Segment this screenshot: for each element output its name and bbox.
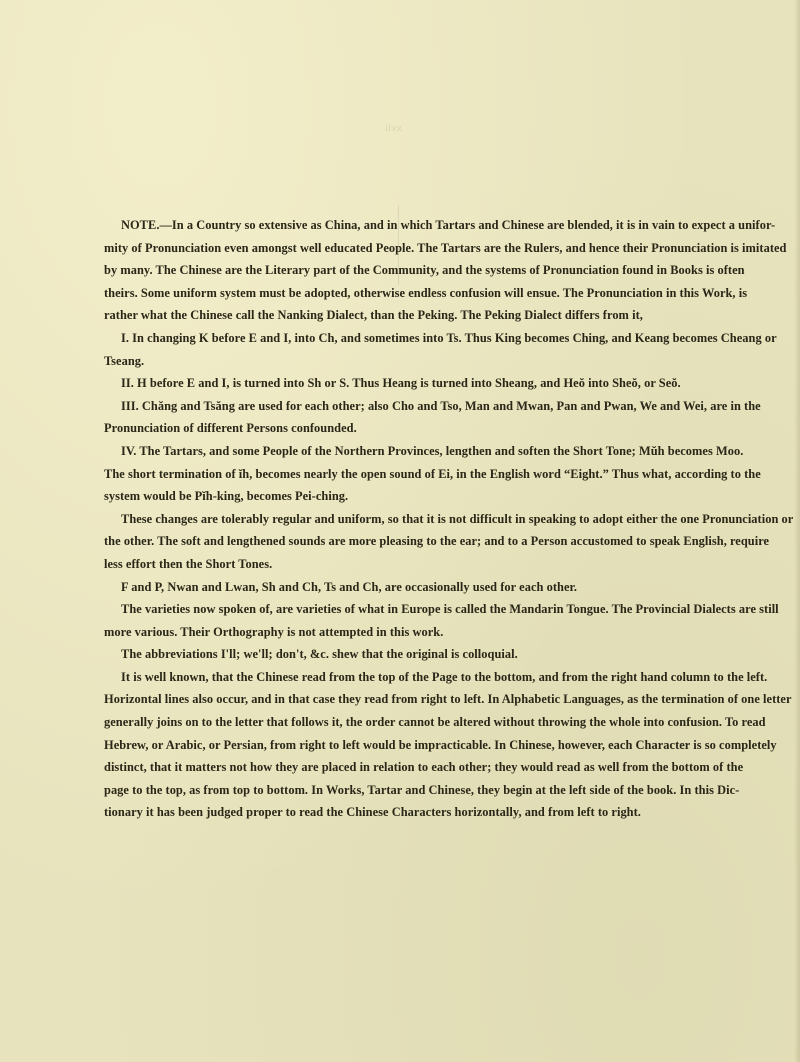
text-line: rather what the Chinese call the Nanking Dialect, than the Peking. The Peking Dialect differs from it,: [104, 308, 643, 323]
text-line: The varieties now spoken of, are varieties of what in Europe is called the Mandarin Tongue. The Provincial Dialects are still: [121, 602, 779, 617]
text-line: the other. The soft and lengthened sounds are more pleasing to the ear; and to a Person accustomed to speak English, require: [104, 534, 770, 549]
text-line: page to the top, as from top to bottom. In Works, Tartar and Chinese, they begin at the left side of the book. In this Dic-: [104, 782, 740, 797]
note-body: [104, 214, 794, 824]
text-line: These changes are tolerably regular and uniform, so that it is not difficult in speaking to adopt either the one Pronunciation or: [121, 511, 794, 526]
text-line: Tseang.: [104, 353, 145, 368]
text-line: IV. The Tartars, and some People of the Northern Provinces, lengthen and soften the Short Tone; Mŭh becomes Moo.: [121, 443, 744, 458]
text-line: II. H before E and I, is turned into Sh or S. Thus Heang is turned into Sheang, and Heŏ into Sheŏ, or Seŏ.: [121, 376, 681, 391]
text-line: generally joins on to the letter that follows it, the order cannot be altered without throwing the whole into confusion. To read: [104, 715, 766, 730]
text-line: system would be Pĭh-king, becomes Pei-ching.: [104, 489, 349, 504]
text-line: III. Chăng and Tsăng are used for each other; also Cho and Tso, Man and Mwan, Pan and Pwan, We and Wei, are in the: [121, 398, 761, 413]
text-line: Horizontal lines also occur, and in that case they read from right to left. In Alphabetic Languages, as the termination of one letter: [104, 692, 792, 707]
text-line: Pronunciation of different Persons confounded.: [104, 421, 357, 436]
text-line: F and P, Nwan and Lwan, Sh and Ch, Ts and Ch, are occasionally used for each other.: [121, 579, 578, 594]
text-line: The short termination of ĭh, becomes nearly the open sound of Ei, in the English word “Eight.” Thus what, according to the: [104, 466, 761, 481]
text-line: by many. The Chinese are the Literary part of the Community, and the systems of Pronunciation found in Books is often: [104, 263, 745, 278]
text-line: I. In changing K before E and I, into Ch, and sometimes into Ts. Thus King becomes Ching, and Keang becomes Cheang or: [121, 330, 777, 345]
text-line: tionary it has been judged proper to read the Chinese Characters horizontally, and from left to right.: [104, 805, 641, 820]
text-line: theirs. Some uniform system must be adopted, otherwise endless confusion will ensue. The Pronunciation in this Work, is: [104, 285, 748, 300]
text-line: NOTE.—In a Country so extensive as China, and in which Tartars and Chinese are blended, it is in vain to expect a unifor-: [121, 218, 776, 232]
text-line: mity of Pronunciation even amongst well educated People. The Tartars are the Rulers, and hence their Pronunciation is imitated: [104, 240, 787, 255]
text-line: less effort then the Short Tones.: [104, 556, 273, 571]
page-edge-shadow: [794, 0, 800, 1062]
bleed-through-page-number: xvii: [385, 122, 403, 134]
text-line: The abbreviations I'll; we'll; don't, &c. shew that the original is colloquial.: [121, 647, 518, 662]
text-line: more various. Their Orthography is not attempted in this work.: [104, 624, 444, 639]
text-line: It is well known, that the Chinese read from the top of the Page to the bottom, and from the right hand column to the left.: [121, 669, 768, 684]
text-line: Hebrew, or Arabic, or Persian, from right to left would be impracticable. In Chinese, however, each Character is so completely: [104, 737, 777, 752]
text-line: distinct, that it matters not how they are placed in relation to each other; they would read as well from the bottom of the: [104, 760, 744, 775]
